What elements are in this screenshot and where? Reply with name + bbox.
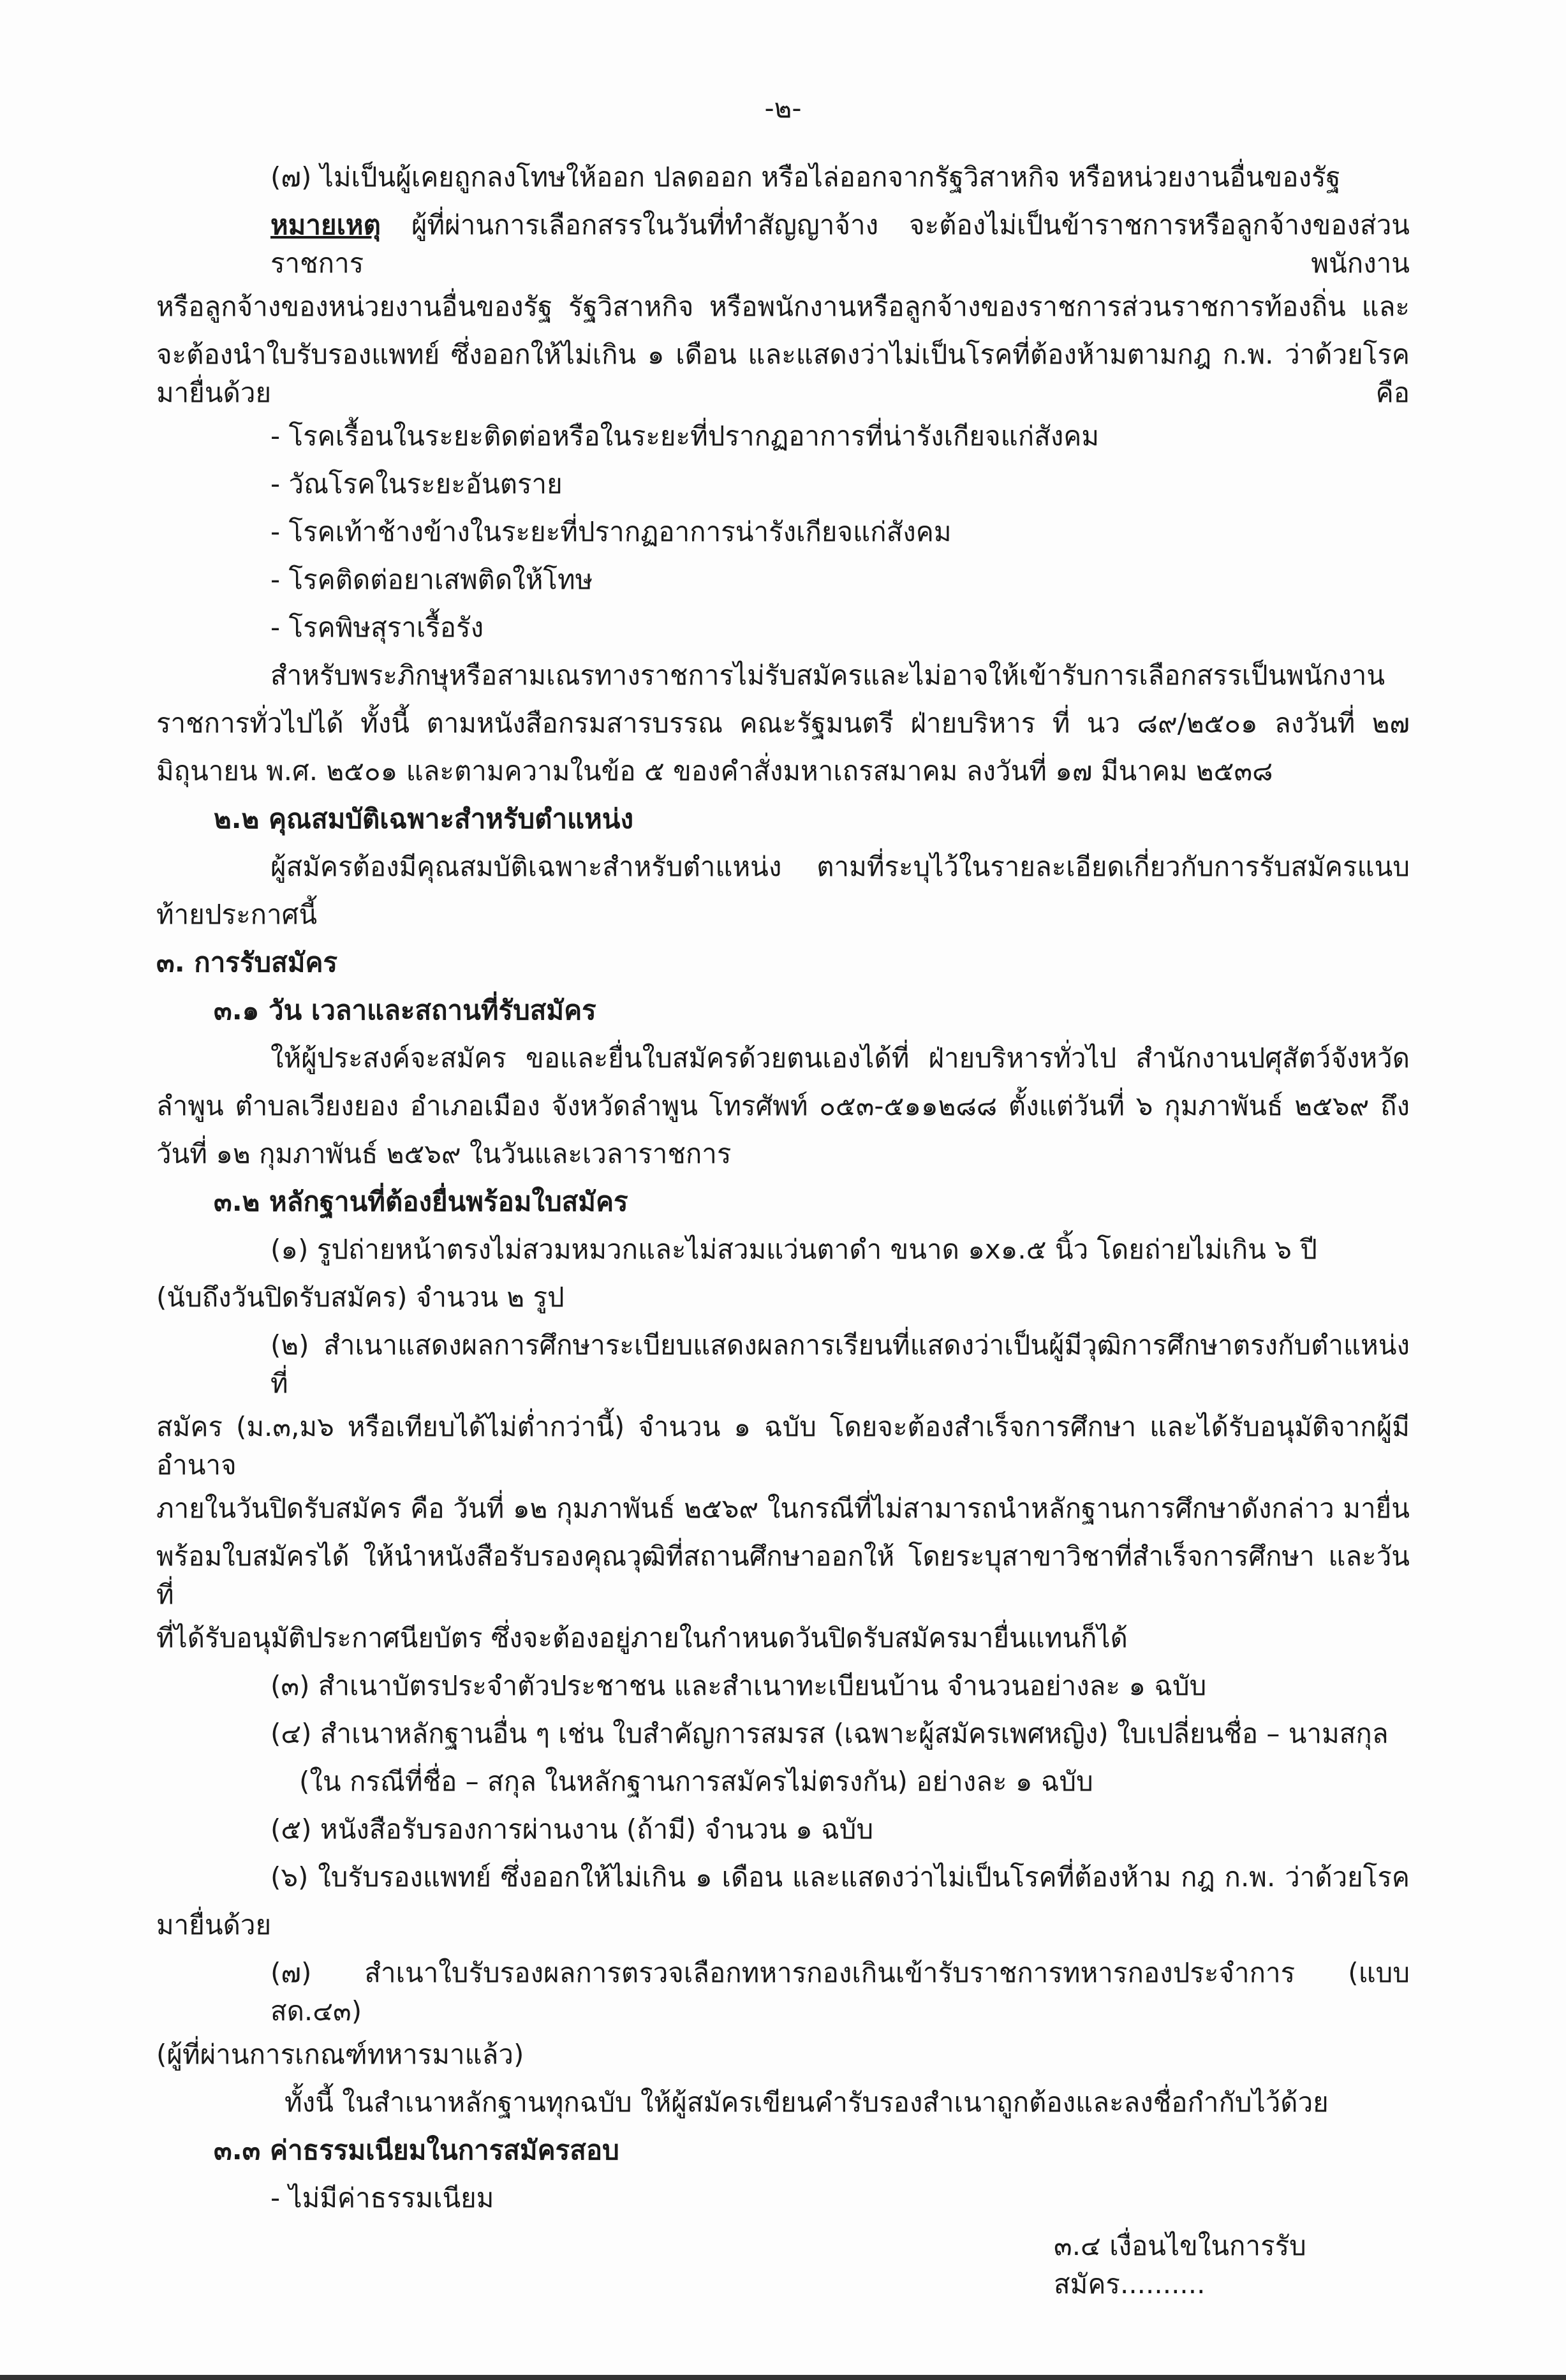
text-line: สมัคร (ม.๓,ม๖ หรือเทียบได้ไม่ต่ำกว่านี้) จำนวน ๑ ฉบับ โดยจะต้องสำเร็จการศึกษา และได้รับอนุมัติจากผู้มีอำนาจ (156, 1411, 1410, 1481)
text-line: - โรคเท้าช้างข้างในระยะที่ปรากฏอาการน่ารังเกียจแก่สังคม (270, 516, 952, 547)
text-line: (๗) ไม่เป็นผู้เคยถูกลงโทษให้ออก ปลดออก หรือไล่ออกจากรัฐวิสาหกิจ หรือหน่วยงานอื่นของรัฐ (270, 161, 1341, 193)
text-line: มิถุนายน พ.ศ. ๒๕๐๑ และตามความในข้อ ๕ ของคำสั่งมหาเถรสมาคม ลงวันที่ ๑๗ มีนาคม ๒๕๓๘ (156, 755, 1273, 787)
text-line: ทั้งนี้ ในสำเนาหลักฐานทุกฉบับ ให้ผู้สมัครเขียนคำรับรองสำเนาถูกต้องและลงชื่อกำกับไว้ด้วย (284, 2087, 1329, 2118)
text-line: ให้ผู้ประสงค์จะสมัคร ขอและยื่นใบสมัครด้วยตนเองได้ที่ ฝ่ายบริหารทั่วไป สำนักงานปศุสัตว์จังหวัด (270, 1042, 1410, 1074)
text-line: (นับถึงวันปิดรับสมัคร) จำนวน ๒ รูป (156, 1282, 565, 1313)
section-heading: ๓.๒ หลักฐานที่ต้องยื่นพร้อมใบสมัคร (214, 1186, 628, 1217)
text-line: หรือลูกจ้างของหน่วยงานอื่นของรัฐ รัฐวิสาหกิจ หรือพนักงานหรือลูกจ้างของราชการส่วนราชการท้องถิ่น และ (156, 291, 1410, 322)
text-line: (ผู้ที่ผ่านการเกณฑ์ทหารมาแล้ว) (156, 2039, 524, 2070)
text-line: - โรคเรื้อนในระยะติดต่อหรือในระยะที่ปรากฏอาการที่น่ารังเกียจแก่สังคม (270, 420, 1100, 452)
text-line: (๔) สำเนาหลักฐานอื่น ๆ เช่น ใบสำคัญการสมรส (เฉพาะผู้สมัครเพศหญิง) ใบเปลี่ยนชื่อ – นามสกุล (270, 1718, 1389, 1749)
text-line: ราชการทั่วไปได้ ทั้งนี้ ตามหนังสือกรมสารบรรณ คณะรัฐมนตรี ฝ่ายบริหาร ที่ นว ๘๙/๒๕๐๑ ลงวันที่ ๒๗ (156, 707, 1410, 739)
text-line: พร้อมใบสมัครได้ ให้นำหนังสือรับรองคุณวุฒิที่สถานศึกษาออกให้ โดยระบุสาขาวิชาที่สำเร็จการศึกษา และวันที่ (156, 1541, 1410, 1610)
text-line: - โรคพิษสุราเรื้อรัง (270, 612, 484, 643)
note-label: หมายเหตุ (270, 209, 381, 240)
text-line: วันที่ ๑๒ กุมภาพันธ์ ๒๕๖๙ ในวันและเวลาราชการ (156, 1138, 732, 1169)
text-line: - ไม่มีค่าธรรมเนียม (270, 2182, 494, 2214)
text-line: จะต้องนำใบรับรองแพทย์ ซึ่งออกให้ไม่เกิน ๑ เดือน และแสดงว่าไม่เป็นโรคที่ต้องห้ามตามกฎ ก.พ. ว่าด้วยโรคมายื่นด้วย คือ (156, 339, 1410, 408)
text-line: ที่ได้รับอนุมัติประกาศนียบัตร ซึ่งจะต้องอยู่ภายในกำหนดวันปิดรับสมัครมายื่นแทนก็ได้ (156, 1622, 1128, 1653)
text-line: ท้ายประกาศนี้ (156, 899, 318, 930)
note-text: ผู้ที่ผ่านการเลือกสรรในวันที่ทำสัญญาจ้าง จะต้องไม่เป็นข้าราชการหรือลูกจ้างของส่วนราชการ พนักงาน (270, 209, 1410, 279)
page-number: -๒- (764, 92, 802, 124)
section-heading: ๓.๑ วัน เวลาและสถานที่รับสมัคร (214, 994, 596, 1026)
text-line: (ใน กรณีที่ชื่อ – สกุล ในหลักฐานการสมัครไม่ตรงกัน) อย่างละ ๑ ฉบับ (299, 1766, 1093, 1797)
text-line: ๓.๔ เงื่อนไขในการรับสมัคร.......... (1054, 2230, 1306, 2300)
section-heading: ๓. การรับสมัคร (156, 947, 338, 978)
text-line: (๖) ใบรับรองแพทย์ ซึ่งออกให้ไม่เกิน ๑ เดือน และแสดงว่าไม่เป็นโรคที่ต้องห้าม กฎ ก.พ. ว่าด้วยโรค (270, 1861, 1410, 1893)
text-line: (๑) รูปถ่ายหน้าตรงไม่สวมหมวกและไม่สวมแว่นตาดำ ขนาด ๑x๑.๕ นิ้ว โดยถ่ายไม่เกิน ๖ ปี (270, 1234, 1317, 1265)
text-line: (๓) สำเนาบัตรประจำตัวประชาชน และสำเนาทะเบียนบ้าน จำนวนอย่างละ ๑ ฉบับ (270, 1670, 1207, 1701)
section-heading: ๓.๓ ค่าธรรมเนียมในการสมัครสอบ (214, 2134, 619, 2166)
text-line: - วัณโรคในระยะอันตราย (270, 468, 563, 499)
section-heading: ๒.๒ คุณสมบัติเฉพาะสำหรับตำแหน่ง (214, 803, 634, 834)
text-line: (๕) หนังสือรับรองการผ่านงาน (ถ้ามี) จำนวน ๑ ฉบับ (270, 1814, 874, 1845)
text-line: สำหรับพระภิกษุหรือสามเณรทางราชการไม่รับสมัครและไม่อาจให้เข้ารับการเลือกสรรเป็นพนักงาน (270, 660, 1385, 691)
document-body (0, 153, 1410, 2303)
text-line: มายื่นด้วย (156, 1909, 272, 1940)
text-line: (๒) สำเนาแสดงผลการศึกษาระเบียบแสดงผลการเรียนที่แสดงว่าเป็นผู้มีวุฒิการศึกษาตรงกับตำแหน่งที่ (270, 1329, 1410, 1399)
text-line: (๗) สำเนาใบรับรองผลการตรวจเลือกทหารกองเกินเข้ารับราชการทหารกองประจำการ (แบบ สด.๔๓) (270, 1957, 1410, 2027)
text-line: ผู้สมัครต้องมีคุณสมบัติเฉพาะสำหรับตำแหน่ง ตามที่ระบุไว้ในรายละเอียดเกี่ยวกับการรับสมัครแนบ (270, 851, 1410, 882)
text-line: ภายในวันปิดรับสมัคร คือ วันที่ ๑๒ กุมภาพันธ์ ๒๕๖๙ ในกรณีที่ไม่สามารถนำหลักฐานการศึกษาดังกล่าว มายื่น (156, 1493, 1410, 1524)
text-line: - โรคติดต่อยาเสพติดให้โทษ (270, 564, 593, 595)
text-line (270, 201, 1410, 283)
scan-edge (0, 2375, 1566, 2380)
text-line: ลำพูน ตำบลเวียงยอง อำเภอเมือง จังหวัดลำพูน โทรศัพท์ ๐๕๓-๕๑๑๒๘๘ ตั้งแต่วันที่ ๖ กุมภาพันธ์ ๒๕๖๙ ถึง (156, 1090, 1410, 1121)
